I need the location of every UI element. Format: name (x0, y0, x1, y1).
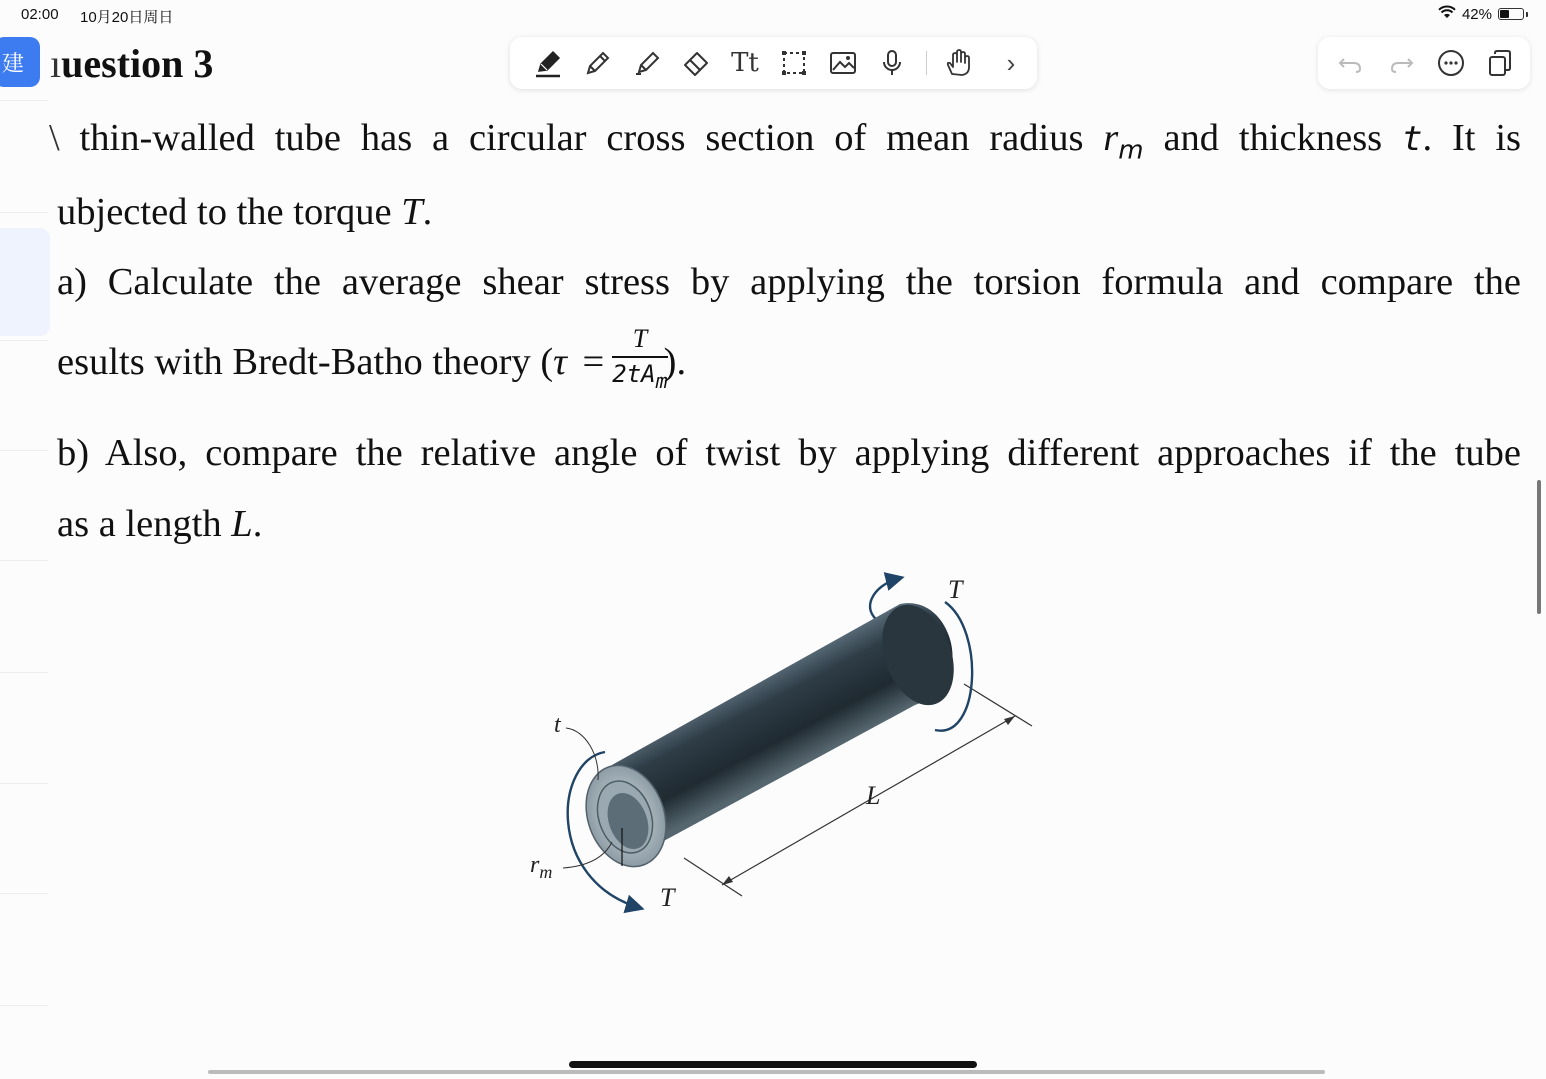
eraser-icon[interactable] (680, 47, 712, 79)
question-line-6 (57, 505, 1521, 544)
line1-text: thin-walled tube has a circular cross section of mean radius (59, 117, 1084, 159)
rail-divider (0, 893, 48, 894)
question-line-2 (57, 193, 1521, 232)
lasso-select-icon[interactable] (778, 47, 810, 79)
title-cut-letter: ı (50, 41, 62, 86)
question-line-1 (49, 117, 1521, 166)
t-symbol: t (1402, 119, 1423, 159)
horizontal-scrollbar[interactable] (208, 1070, 1325, 1074)
rail-divider (0, 450, 48, 451)
status-indicators (1438, 5, 1528, 23)
extension-line (964, 684, 1032, 726)
fraction (612, 326, 667, 391)
home-indicator[interactable] (569, 1061, 977, 1068)
line5-text: b) Also, compare the relative angle of twist by applying different approaches if the tube (57, 432, 1521, 474)
rail-divider (0, 1005, 48, 1006)
T-symbol: T (401, 191, 423, 233)
line1-mid: and thickness (1163, 117, 1383, 159)
document-toolbar (1318, 37, 1530, 89)
r-symbol: r (1103, 117, 1119, 159)
label-T-bottom: T (660, 883, 675, 912)
line2-text: ubjected to the torque (57, 191, 392, 233)
math-r-m (1103, 117, 1144, 166)
battery-tip (1526, 12, 1528, 17)
denominator-text: 2tA (612, 360, 656, 388)
line3-text: a) Calculate the average shear stress by applying the torsion formula and compare the (57, 261, 1521, 303)
drawing-toolbar (510, 37, 1037, 89)
highlighter-icon[interactable] (631, 47, 663, 79)
pen-icon[interactable] (532, 47, 564, 79)
label-rm (530, 852, 552, 882)
hand-icon[interactable] (942, 47, 974, 79)
new-note-button[interactable]: 建 (0, 37, 40, 87)
rail-divider (0, 560, 48, 561)
battery-level (1500, 10, 1509, 18)
tau-symbol: τ (553, 341, 567, 384)
redo-icon[interactable] (1386, 47, 1418, 79)
sidebar-rail (0, 100, 48, 1030)
question-line-4 (57, 324, 1521, 395)
rail-divider (0, 672, 48, 673)
label-t: t (554, 712, 561, 738)
page-title (50, 40, 213, 87)
status-time: 02:00 (21, 6, 59, 23)
line4-post: ). (663, 341, 687, 384)
label-rm-main: r (530, 852, 540, 878)
t-leader (566, 728, 598, 780)
fraction-denominator (612, 358, 667, 391)
page-title-text: uestion 3 (61, 41, 214, 86)
dimension-arrowhead (1004, 716, 1015, 725)
rail-divider (0, 340, 48, 341)
text-tool-icon[interactable]: Tt (731, 48, 759, 78)
battery-icon (1498, 8, 1524, 20)
battery-percent: 42% (1461, 5, 1492, 23)
toolbar-divider (926, 51, 927, 75)
dimension-arrowhead (722, 876, 733, 885)
rail-divider (0, 212, 48, 213)
denominator-subscript: m (655, 368, 668, 393)
equals-sign: = (582, 341, 605, 384)
vertical-scrollbar[interactable] (1537, 480, 1541, 614)
line2-post: . (422, 191, 433, 233)
status-date: 10月20日周日 (80, 9, 174, 26)
pencil-icon[interactable] (582, 47, 614, 79)
question-line-3 (57, 263, 1521, 302)
line6-post: . (252, 503, 263, 545)
rail-divider (0, 100, 48, 101)
extension-line (684, 858, 742, 896)
tube-figure (500, 560, 1060, 920)
fraction-numerator: T (612, 326, 667, 358)
line6-text: as a length (57, 503, 222, 545)
line1-post: . It is (1422, 117, 1521, 159)
question-line-5 (57, 434, 1521, 473)
microphone-icon[interactable] (876, 47, 908, 79)
cut-letter: \ (49, 117, 60, 159)
L-symbol: L (231, 503, 253, 545)
wifi-icon (1438, 5, 1456, 23)
line4-text: esults with Bredt-Batho theory ( (57, 341, 554, 384)
undo-icon[interactable] (1334, 47, 1366, 79)
math-t (1402, 117, 1521, 159)
pages-icon[interactable] (1484, 47, 1516, 79)
label-T-top: T (948, 575, 963, 604)
label-rm-sub: m (539, 862, 553, 882)
chevron-right-icon[interactable]: › (1006, 47, 1016, 78)
label-L: L (866, 781, 881, 810)
rail-divider (0, 783, 48, 784)
image-icon[interactable] (827, 47, 859, 79)
more-icon[interactable] (1435, 47, 1467, 79)
m-subscript: m (1118, 135, 1144, 166)
